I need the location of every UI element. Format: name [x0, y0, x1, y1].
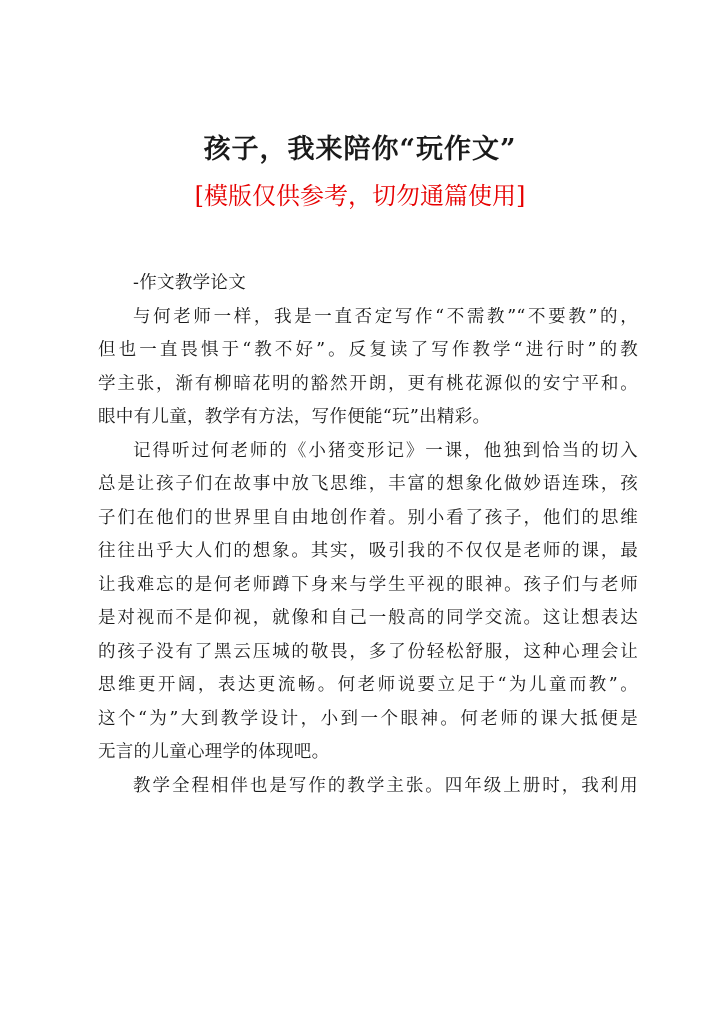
- text-line: 眼中有儿童，教学有方法，写作便能“玩”出精彩。: [98, 407, 491, 427]
- text-line: 往往出乎大人们的想象。其实，吸引我的不仅仅是老师的课，最: [98, 541, 638, 561]
- text-line: -作文教学论文: [133, 273, 247, 293]
- template-disclaimer: [模版仅供参考，切勿通篇使用]: [194, 182, 526, 210]
- text-line: 这个“为”大到教学设计，小到一个眼神。何老师的课大抵便是: [98, 708, 638, 729]
- page-title: 孩子，我来陪你“玩作文”: [203, 134, 517, 165]
- text-line: 总是让孩子们在故事中放飞思维，丰富的想象化做妙语连珠，孩: [98, 474, 638, 494]
- text-line: 子们在他们的世界里自由地创作着。别小看了孩子，他们的思维: [98, 507, 638, 528]
- text-line: 与何老师一样，我是一直否定写作“不需教”“不要教”的，: [133, 306, 638, 327]
- text-line: 学主张，渐有柳暗花明的豁然开朗，更有桃花源似的安宁平和。: [98, 373, 638, 394]
- article-body: [98, 267, 638, 803]
- text-line: 的孩子没有了黑云压城的敬畏，多了份轻松舒服，这种心理会让: [98, 641, 638, 662]
- text-line: 无言的儿童心理学的体现吧。: [98, 742, 330, 762]
- text-line: 教学全程相伴也是写作的教学主张。四年级上册时，我利用: [133, 775, 638, 796]
- text-line: 是对视而不是仰视，就像和自己一般高的同学交流。这让想表达: [98, 608, 638, 628]
- text-line: 思维更开阔，表达更流畅。何老师说要立足于“为儿童而教”。: [98, 675, 638, 695]
- text-line: 让我难忘的是何老师蹲下身来与学生平视的眼神。孩子们与老师: [98, 574, 638, 595]
- text-line: 但也一直畏惧于“教不好”。反复读了写作教学“进行时”的教: [98, 340, 638, 360]
- text-line: 记得听过何老师的《小猪变形记》一课，他独到恰当的切入: [133, 440, 638, 461]
